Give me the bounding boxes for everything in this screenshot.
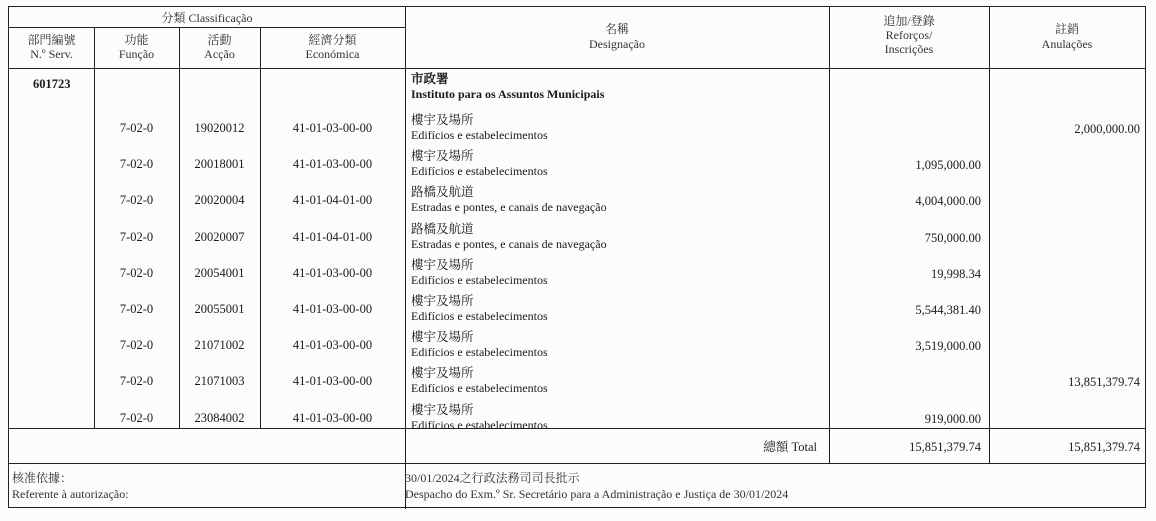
row-activity: 23084002 [194,410,245,425]
row-function: 7-02-0 [119,157,154,172]
authorization-text-pt: Despacho do Exm.º Sr. Secretário para a Administração e Justiça de 30/01/2024 [405,487,789,501]
department-name-pt: Instituto para os Assuntos Municipais [411,87,605,101]
row-reinforcement: 1,095,000.00 [915,158,981,173]
row-reinforcement: 19,998.34 [931,266,981,281]
total-label: 總額 Total [763,440,817,454]
row-function: 7-02-0 [119,193,154,208]
total-reinforcements: 15,851,379.74 [909,440,981,454]
row-reinforcement: 750,000.00 [924,230,981,245]
rule-under-classification [9,27,405,28]
row-designation-zh: 樓宇及場所 [411,113,474,127]
authorization-text-zh: 30/01/2024之行政法務司司長批示 [405,471,580,485]
header-classification: 分類 Classificação [161,11,253,25]
row-function: 7-02-0 [119,121,154,135]
row-activity: 20055001 [194,302,245,316]
col-divider-reinf [989,7,990,463]
row-function: 7-02-0 [119,338,154,353]
row-designation-pt: Estradas e pontes, e canais de navegação [411,200,607,215]
header-econ-zh: 經濟分類 [308,33,357,47]
row-reinforcement: 4,004,000.00 [915,194,981,209]
row-economic: 41-01-03-00-00 [292,374,373,389]
row-designation-zh: 樓宇及場所 [411,366,474,381]
row-designation-pt: Edifícios e estabelecimentos [411,417,548,432]
row-reinforcement: 3,519,000.00 [915,339,981,354]
row-function: 7-02-0 [119,410,154,425]
row-designation-zh: 樓宇及場所 [411,294,474,308]
header-reinf-pt1: Reforços/ [885,28,933,42]
row-activity: 21071003 [194,374,245,389]
row-activity: 20054001 [194,265,245,280]
header-reinf-zh: 追加/登錄 [883,14,935,28]
header-reinf-pt2: Inscrições [884,42,934,56]
header-dept-pt: N.º Serv. [30,47,73,61]
rule-above-total [9,428,1145,429]
row-reinforcement: 5,544,381.40 [915,303,981,317]
total-cancellations: 15,851,379.74 [1068,440,1140,454]
row-designation-zh: 樓宇及場所 [411,330,474,345]
row-economic: 41-01-03-00-00 [292,338,373,353]
row-function: 7-02-0 [119,374,154,389]
header-func-zh: 功能 [124,33,149,47]
row-designation-pt: Edifícios e estabelecimentos [411,272,548,287]
row-activity: 20020007 [194,229,245,244]
header-econ-pt: Económica [305,47,360,61]
row-designation-zh: 路橋及航道 [411,221,474,236]
row-designation-pt: Edifícios e estabelecimentos [411,164,548,179]
header-dept-zh: 部門編號 [27,33,76,47]
header-act-pt: Acção [204,47,235,61]
row-activity: 20018001 [194,157,245,172]
row-activity: 19020012 [194,121,245,135]
header-act-zh: 活動 [207,33,232,47]
row-economic: 41-01-04-01-00 [292,229,373,244]
col-divider-act [260,27,261,428]
row-cancellation: 2,000,000.00 [1074,122,1140,136]
header-name-pt: Designação [589,37,645,51]
header-cancel-pt: Anulações [1041,37,1093,51]
row-function: 7-02-0 [119,302,154,316]
row-activity: 20020004 [194,193,245,208]
row-economic: 41-01-03-00-00 [292,302,373,316]
row-economic: 41-01-03-00-00 [292,410,373,425]
header-name-zh: 名稱 [604,22,629,36]
row-economic: 41-01-03-00-00 [292,157,373,172]
header-cancel-zh: 註銷 [1054,22,1079,36]
col-divider-func [179,27,180,428]
department-name-zh: 市政署 [411,72,449,86]
row-economic: 41-01-03-00-00 [292,121,373,135]
authorization-label-pt: Referente à autorização: [12,487,129,501]
row-designation-zh: 樓宇及場所 [411,149,474,164]
row-designation-pt: Edifícios e estabelecimentos [411,381,548,396]
row-designation-zh: 樓宇及場所 [411,257,474,272]
department-code: 601723 [33,77,71,91]
rule-below-total [9,463,1145,464]
row-cancellation: 13,851,379.74 [1068,375,1140,390]
row-economic: 41-01-04-01-00 [292,193,373,208]
row-designation-zh: 路橋及航道 [411,185,474,200]
row-function: 7-02-0 [119,229,154,244]
row-reinforcement: 919,000.00 [924,411,981,426]
row-designation-pt: Edifícios e estabelecimentos [411,345,548,360]
row-economic: 41-01-03-00-00 [292,265,373,280]
row-designation-pt: Estradas e pontes, e canais de navegação [411,236,607,251]
row-designation-pt: Edifícios e estabelecimentos [411,128,548,142]
row-activity: 21071002 [194,338,245,353]
row-designation-zh: 樓宇及場所 [411,402,474,417]
header-func-pt: Função [118,47,155,61]
col-divider-econ [405,7,406,509]
row-designation-pt: Edifícios e estabelecimentos [411,309,548,323]
budget-table [8,6,1146,508]
col-divider-dept [94,27,95,428]
authorization-label-zh: 核准依據： [12,471,73,485]
row-function: 7-02-0 [119,265,154,280]
